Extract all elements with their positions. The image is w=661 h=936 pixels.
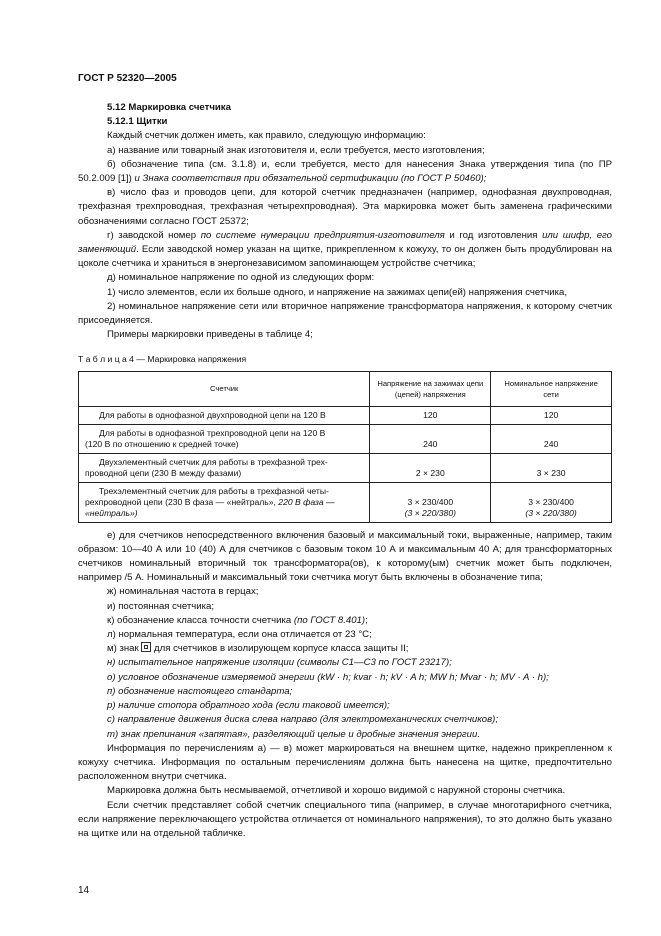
paragraph-l: л) нормальная температура, если она отличается от 23 °С; <box>107 629 372 641</box>
paragraph-m-text-1: м) знак <box>107 643 142 655</box>
cell-line-italic: 220 В фаза — <box>275 496 335 507</box>
table-row <box>79 482 612 522</box>
voltage-marking-table <box>78 371 612 523</box>
paragraph-info: Информация по перечислениям а) — в) может маркироваться на внешнем щитке, надежно прикрепленном к кожуху счетчика. Информация по остальным перечислениям должна быть нанесена на щитке, предпочтительно расположенном внутри счетчика. <box>78 742 612 783</box>
table-cell-value <box>491 482 612 522</box>
paragraph-special: Если счетчик представляет собой счетчик специального типа (например, в случае многотарифного счетчика, если напряжение переключающего устройства отличается от номинального напряжения), то это должно быть указано на щитке или на отдельной табличке. <box>78 799 612 839</box>
paragraph-r: р) наличие стопора обратного хода (если таковой имеется); <box>107 700 390 712</box>
table-cell-meter <box>79 406 370 424</box>
table-cell-value <box>370 482 491 522</box>
paragraph-s: с) направление движения диска слева направо (для электромеханических счетчиков); <box>107 714 499 726</box>
page-number: 14 <box>78 885 90 896</box>
paragraph-k-text: к) обозначение класса точности счетчика <box>107 614 294 626</box>
paragraph-g-italic-2: или шифр, его заменяющий <box>78 229 612 256</box>
cell-line-italic: «нейтраль») <box>85 507 138 518</box>
table-cell-value: 120 <box>370 406 491 424</box>
paragraph-g-text-3: . Если заводской номер указан на щитке, прикрепленном к кожуху, то он должен быть продублирован на цоколе счетчика и храниться в энергонезависимом запоминающем устройстве счетчика; <box>78 244 612 270</box>
table-cell-value: 2 × 230 <box>370 453 491 482</box>
cell-line: Для работы в однофазной двухпроводной цепи на 120 В <box>99 409 326 420</box>
cell-line: (120 В по отношению к средней точке) <box>85 438 239 449</box>
cell-line: рехпроводной цепи (230 В фаза — «нейтраль», <box>85 496 276 507</box>
paragraph-g-text-2: и год изготовления <box>444 229 543 241</box>
paragraph-g-italic-1: по системе нумерации предприятия-изготовителя <box>200 229 445 241</box>
table-cell-meter <box>79 424 370 453</box>
table-header-cell: Номинальное напряжение сети <box>491 371 612 406</box>
cell-value-alt: (3 × 220/380) <box>404 507 456 518</box>
table-cell-value: 240 <box>491 424 612 453</box>
paragraph-k-italic: (по ГОСТ 8.401) <box>293 614 366 626</box>
paragraph-i: и) постоянная счетчика; <box>107 600 215 612</box>
paragraph-d: д) номинальное напряжение по одной из следующих форм: <box>107 272 375 284</box>
paragraph-intro: Каждый счетчик должен иметь, как правило, следующую информацию: <box>107 130 426 142</box>
paragraph-marking: Маркировка должна быть несмываемой, отчетливой и хорошо видимой с наружной стороны счетчика. <box>107 785 566 797</box>
paragraph-k-end: ; <box>365 614 368 626</box>
table-header-cell: Напряжение на зажимах цепи (цепей) напряжения <box>370 371 491 406</box>
double-insulation-icon <box>141 642 151 652</box>
paragraph-k <box>78 614 612 628</box>
paragraph-b-text: б) обозначение типа (см. 3.1.8) и, если требуется, место для нанесения Знака утверждения типа (по ПР 50.2.009 [1]) <box>78 158 612 185</box>
paragraph-g-text-1: г) заводской номер <box>107 229 201 241</box>
cell-line: Трехэлементный счетчик для работы в трехфазной четы- <box>99 485 329 496</box>
section-heading: 5.12 Маркировка счетчика <box>107 102 231 113</box>
cell-value-alt: (3 × 220/380) <box>525 507 577 518</box>
paragraph-m <box>78 642 612 656</box>
cell-value-main: 3 × 230/400 <box>407 496 454 507</box>
table-cell-value: 3 × 230 <box>491 453 612 482</box>
paragraph-d1: 1) число элементов, если их больше одного, и напряжение на зажимах цепи(ей) напряжения счетчика, <box>107 286 568 298</box>
table-cell-value: 120 <box>491 406 612 424</box>
paragraph-g <box>78 229 612 272</box>
paragraph-a: а) название или товарный знак изготовителя и, если требуется, место изготовления; <box>107 144 485 156</box>
paragraph-e: е) для счетчиков непосредственного включения базовый и максимальный токи, выраженные, например, таким образом: 10—40 А или 10 (40) А для счетчиков с базовым током 10 А и максимальным 40 А; для трансформаторных счетчиков номинальный вторичный ток трансформатора(ов), к которому(ым) счетчик может быть подключен, например /5 А. Номинальный и максимальный токи счетчика могут быть включены в обозначение типа; <box>78 529 612 584</box>
table-cell-meter <box>79 453 370 482</box>
cell-line: Двухэлементный счетчик для работы в трехфазной трех- <box>99 456 328 467</box>
document-header: ГОСТ Р 52320—2005 <box>78 73 177 84</box>
paragraph-n: н) испытательное напряжение изоляции (символы С1—С3 по ГОСТ 23217); <box>107 657 452 669</box>
paragraph-m-text-2: для счетчиков в изолирующем корпусе класса защиты II; <box>151 643 409 655</box>
cell-line: проводной цепи (230 В между фазами) <box>85 467 242 478</box>
paragraph-zh: ж) номинальная частота в герцах; <box>107 586 259 598</box>
cell-line: Для работы в однофазной трехпроводной цепи на 120 В <box>99 427 326 438</box>
paragraph-b <box>78 158 612 186</box>
table-row <box>79 453 612 482</box>
table-caption: Т а б л и ц а 4 — Маркировка напряжения <box>78 354 247 365</box>
table-header-cell: Счетчик <box>79 371 370 406</box>
table-header-row <box>79 371 612 406</box>
paragraph-o: о) условное обозначение измеряемой энергии (kW · h; kvar · h; kV · A h; MW h; Mvar · h; MV · A · h); <box>107 671 549 683</box>
table-row <box>79 406 612 424</box>
table-cell-value: 240 <box>370 424 491 453</box>
paragraph-v: в) число фаз и проводов цепи, для которой счетчик предназначен (например, однофазная двухпроводная, трехфазная трехпроводная, трехфазная четырехпроводная). Эта маркировка может быть заменена графическими обозначениями согласно ГОСТ 25372; <box>78 187 612 227</box>
table-cell-meter <box>79 482 370 522</box>
cell-value-main: 3 × 230/400 <box>528 496 574 507</box>
paragraph-t: т) знак препинания «запятая», разделяющий целые и дробные значения энергии. <box>107 728 480 740</box>
paragraph-d2: 2) номинальное напряжение сети или вторичное напряжение трансформатора напряжения, к которому счетчик присоединяется. <box>78 300 612 327</box>
subsection-heading: 5.12.1 Щитки <box>107 116 168 128</box>
paragraph-examples: Примеры маркировки приведены в таблице 4; <box>107 329 313 341</box>
paragraph-b-italic: и Знака соответствия при обязательной сертификации (по ГОСТ Р 50460); <box>131 173 487 185</box>
paragraph-p: п) обозначение настоящего стандарта; <box>107 685 293 697</box>
table-row <box>79 424 612 453</box>
document-body <box>78 101 612 841</box>
